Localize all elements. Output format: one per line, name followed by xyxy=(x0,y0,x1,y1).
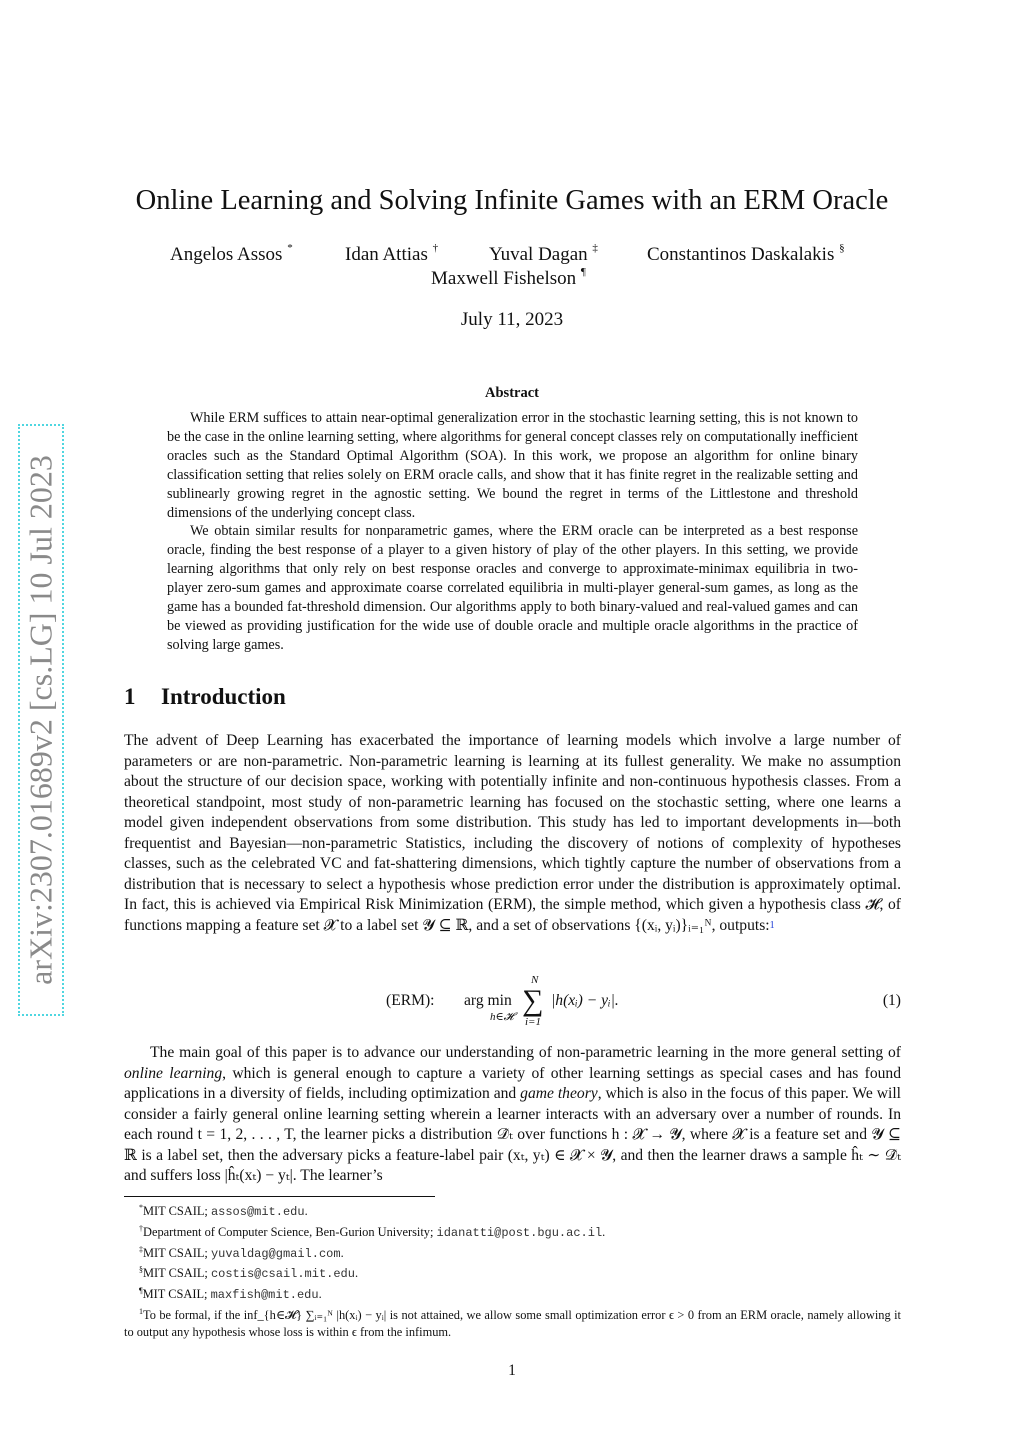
footnote-mark: ¶ xyxy=(139,1286,143,1296)
author-mark: ‡ xyxy=(592,242,598,254)
page-number: 1 xyxy=(508,1362,516,1379)
arxiv-stamp xyxy=(18,424,64,1016)
footnote-email[interactable]: assos@mit.edu xyxy=(210,1205,305,1220)
footnote-link[interactable]: 1 xyxy=(769,919,775,931)
paragraph-text: The advent of Deep Learning has exacerbated the importance of learning models which involve a large number of parameters or are non-parametric. Non-parametric learning is learning at its fullest generality. We make no assumption about the structure of our decision space, working with potentially infinite and non-continuous hypothesis classes. From a theoretical standpoint, most study of non-parametric learning has focused on the stochastic setting, where one learns a model given independent observations from some distribution. This study has led to important developments in—both frequentist and Bayesian—non-parametric Statistics, including the discovery of notions of complexity of hypotheses classes, such as the celebrated VC and fat-shattering dimensions, which tightly capture the number of observations from a distribution that is necessary to select a hypothesis whose prediction error under the distribution is approximately optimal. In fact, this is achieved via Empirical Risk Minimization (ERM), the simple method, which given a hypothesis class 𝓗, of functions mapping a feature set 𝓧 to a label set 𝓨 ⊆ ℝ, and a set of observations {(xᵢ, yᵢ)}ᵢ₌₁ᴺ, outputs: xyxy=(124,732,901,934)
equation-term: |h(xᵢ) − yᵢ|. xyxy=(551,992,619,1009)
footnote xyxy=(124,1200,901,1221)
footnote xyxy=(124,1283,901,1304)
author xyxy=(647,244,845,266)
author-mark: * xyxy=(287,242,293,254)
equation-erm xyxy=(124,970,901,1032)
footnote-punct: . xyxy=(602,1224,606,1239)
author-name: Maxwell Fishelson xyxy=(431,268,577,289)
paper-title: Online Learning and Solving Infinite Games with an ERM Oracle xyxy=(135,185,889,216)
section-heading xyxy=(124,684,286,710)
abstract xyxy=(167,409,858,655)
footnote-mark: ‡ xyxy=(139,1244,143,1254)
equation-sum-top: N xyxy=(531,974,539,986)
footnote-punct: . xyxy=(304,1204,308,1219)
footnote-rule xyxy=(124,1196,435,1197)
arxiv-stamp-text: arXiv:2307.01689v2 [cs.LG] 10 Jul 2023 xyxy=(22,455,59,985)
abstract-heading: Abstract xyxy=(485,385,539,401)
emphasis: online learning xyxy=(124,1064,223,1082)
footnotes xyxy=(124,1200,901,1341)
footnote-mark: † xyxy=(139,1223,143,1233)
intro-paragraph xyxy=(124,731,901,936)
section-title: Introduction xyxy=(161,684,286,709)
footnote-text: MIT CSAIL; xyxy=(142,1287,211,1302)
author-name: Yuval Dagan xyxy=(489,244,588,265)
equation-argmin-sub: h∈𝓗 xyxy=(490,1011,514,1023)
footnote-text: To be formal, if the inf_{h∈𝓗} ∑ᵢ₌₁ᴺ |h(xᵢ) − yᵢ| is not attained, we allow some small optimization error ϵ > 0 from an ERM oracle, namely allowing it to output any hypothesis whose loss is within ϵ from the infimum. xyxy=(124,1308,901,1339)
author-mark: ¶ xyxy=(580,266,586,278)
section-number: 1 xyxy=(124,684,136,709)
paragraph-text: The main goal of this paper is to advance our understanding of non-parametric learning in the more general setting of xyxy=(150,1044,901,1061)
author-mark: † xyxy=(432,242,439,254)
footnote xyxy=(124,1221,901,1242)
author-name: Idan Attias xyxy=(345,244,428,265)
footnote-mark: * xyxy=(139,1203,143,1212)
author-name: Angelos Assos xyxy=(170,244,283,265)
equation-sum-bottom: i=1 xyxy=(525,1016,541,1028)
footnote-text: MIT CSAIL; xyxy=(143,1245,211,1260)
author-mark: § xyxy=(839,242,845,254)
footnote-email[interactable]: maxfish@mit.edu xyxy=(210,1288,319,1303)
date: July 11, 2023 xyxy=(460,309,564,330)
paragraph-text: , which is also in the focus of this paper. We will consider a fairly general online learning setting wherein a learner interacts with an adversary over a number of rounds. In each round t = 1, 2, . . . , T, the learner picks a distribution 𝒟̂ₜ over functions h : 𝓧 → 𝓨, where 𝓧 is a feature set and 𝓨 ⊆ ℝ is a label set, then the adversary picks a feature-label pair (xₜ, yₜ) ∈ 𝓧 × 𝓨, and then the learner draws a sample ĥₜ ∼ 𝒟̂ₜ and suffers loss |ĥₜ(xₜ) − yₜ|. The learner’s xyxy=(124,1085,901,1184)
footnote-punct: . xyxy=(354,1266,359,1281)
footnote-punct: . xyxy=(318,1287,322,1302)
footnote-text: Department of Computer Science, Ben-Gurion University; xyxy=(143,1224,437,1239)
footnote-text: MIT CSAIL; xyxy=(143,1204,211,1219)
footnote-email[interactable]: yuvaldag@gmail.com xyxy=(210,1246,341,1261)
paragraph-text: , which is general enough to capture a variety of other learning settings as special cases and has found applications in a diversity of fields, including optimization and xyxy=(124,1064,902,1102)
author xyxy=(345,244,438,266)
author-name: Constantinos Daskalakis xyxy=(647,244,835,265)
footnote xyxy=(124,1242,901,1263)
footnote-email[interactable]: idanatti@post.bgu.ac.il xyxy=(436,1225,603,1240)
footnote xyxy=(124,1262,901,1283)
author xyxy=(489,244,598,266)
emphasis: game theory xyxy=(520,1085,598,1102)
equation-number: (1) xyxy=(882,992,901,1009)
footnote-mark: § xyxy=(139,1265,143,1275)
footnote-email[interactable]: costis@csail.mit.edu xyxy=(210,1267,355,1282)
equation-argmin: arg min xyxy=(464,992,512,1009)
sum-symbol: ∑ xyxy=(522,984,544,1017)
footnote-mark: 1 xyxy=(139,1307,143,1317)
author xyxy=(170,244,293,266)
equation-label: (ERM): xyxy=(386,992,435,1009)
footnote-text: MIT CSAIL; xyxy=(143,1266,211,1281)
abstract-paragraph: We obtain similar results for nonparametric games, where the ERM oracle can be interpreted as a best response oracle, finding the best response of a player to a given history of play of the other players. In this setting, we provide learning algorithms that only rely on best response oracles and converge to approximate-minimax equilibria in two-player zero-sum games and approximate coarse correlated equilibria in multi-player general-sum games, as long as the game has a bounded fat-threshold dimension. Our algorithms apply to both binary-valued and real-valued games and can be viewed as providing justification for the wide use of double oracle and multiple oracle algorithms in the practice of solving large games. xyxy=(167,523,858,653)
abstract-paragraph: While ERM suffices to attain near-optimal generalization error in the stochastic learning setting, this is not known to be the case in the online learning setting, where algorithms for general concept classes rely on computationally inefficient oracles such as the Standard Optimal Algorithm (SOA). In this work, we propose an algorithm for online binary classification setting that relies solely on ERM oracle calls, and show that it has finite regret in the realizable setting and sublinearly growing regret in the agnostic setting. We bound the regret in terms of the Littlestone and threshold dimensions of the underlying concept class. xyxy=(167,410,858,521)
intro-paragraph xyxy=(124,1043,901,1187)
author xyxy=(431,268,586,290)
footnote-punct: . xyxy=(340,1245,344,1260)
footnote xyxy=(124,1304,901,1341)
